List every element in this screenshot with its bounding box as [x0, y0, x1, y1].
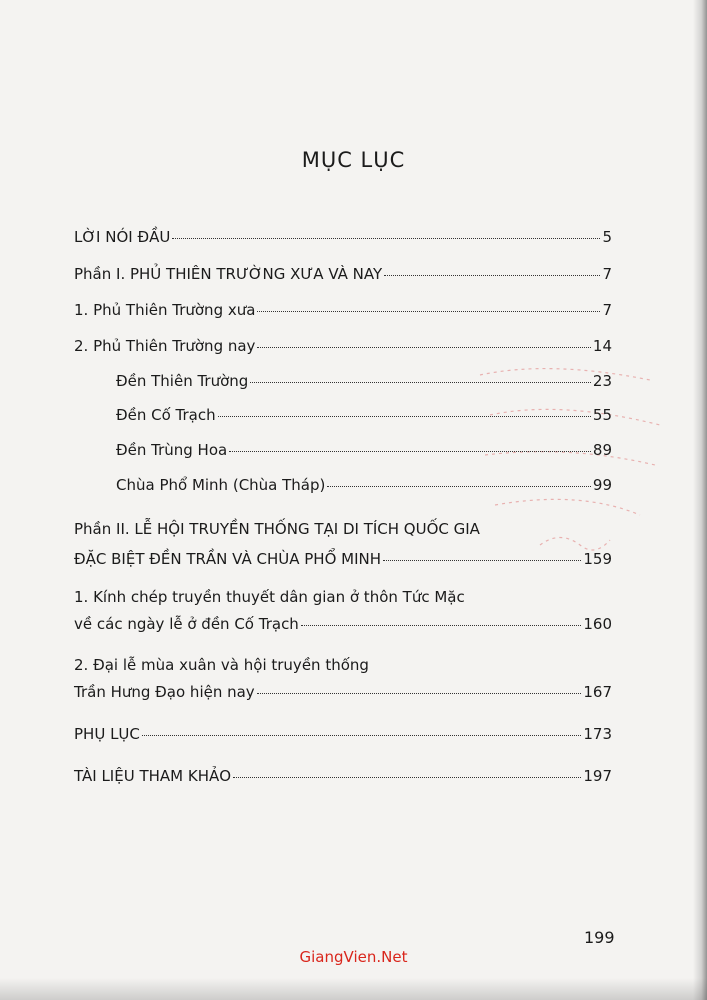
leader-dots	[257, 693, 582, 694]
toc-entry-phan-2-line-1: Phần II. LỄ HỘI TRUYỀN THỐNG TẠI DI TÍCH QUỐC GIA	[74, 520, 480, 538]
toc-page-number: 99	[592, 476, 612, 494]
toc-label: 2. Phủ Thiên Trường nay	[74, 337, 256, 355]
leader-dots	[257, 347, 590, 348]
toc-page-number: 14	[592, 337, 612, 355]
toc-label: Phần I. PHỦ THIÊN TRƯỜNG XƯA VÀ NAY	[74, 265, 383, 283]
toc-entry-phan-1-muc-1	[74, 300, 612, 320]
toc-entry-phan-1	[74, 264, 612, 284]
page-number: 199	[584, 928, 615, 947]
toc-label: Đền Cố Trạch	[116, 406, 216, 424]
toc-entry-phan-2-muc-2-line-1: 2. Đại lễ mùa xuân và hội truyền thống	[74, 656, 369, 674]
toc-label: Đền Thiên Trường	[116, 372, 249, 390]
toc-entry-den-co-trach	[116, 405, 612, 425]
leader-dots	[301, 625, 582, 626]
leader-dots	[142, 735, 581, 736]
toc-page-number: 5	[602, 228, 612, 246]
leader-dots	[257, 311, 600, 312]
toc-entry-phu-luc	[74, 724, 612, 744]
toc-label: về các ngày lễ ở đền Cố Trạch	[74, 615, 299, 633]
toc-entry-phan-2	[74, 549, 612, 569]
toc-page-number: 173	[583, 725, 612, 743]
watermark: GiangVien.Net	[299, 948, 408, 966]
toc-entry-chua-pho-minh	[116, 475, 612, 495]
toc-entry-phan-2-muc-2	[74, 682, 612, 702]
toc-label: TÀI LIỆU THAM KHẢO	[74, 767, 232, 785]
leader-dots	[250, 382, 591, 383]
toc-entry-den-thien-truong	[116, 371, 612, 391]
toc-page-number: 160	[583, 615, 612, 633]
toc-label: ĐẶC BIỆT ĐỀN TRẦN VÀ CHÙA PHỔ MINH	[74, 550, 382, 568]
leader-dots	[327, 486, 591, 487]
toc-page-number: 159	[583, 550, 612, 568]
toc-label: LỜI NÓI ĐẦU	[74, 228, 171, 246]
leader-dots	[383, 560, 581, 561]
page-bottom-shadow	[0, 978, 707, 1000]
toc-page-number: 7	[602, 265, 612, 283]
toc-entry-den-trung-hoa	[116, 440, 612, 460]
leader-dots	[172, 238, 600, 239]
page-title: MỤC LỤC	[301, 148, 406, 172]
toc-label: 1. Phủ Thiên Trường xưa	[74, 301, 256, 319]
toc-label: Trần Hưng Đạo hiện nay	[74, 683, 255, 701]
toc-page-number: 197	[583, 767, 612, 785]
leader-dots	[229, 451, 591, 452]
toc-label: Chùa Phổ Minh (Chùa Tháp)	[116, 476, 326, 494]
toc-entry-loi-noi-dau	[74, 227, 612, 247]
toc-page-number: 23	[592, 372, 612, 390]
toc-page-number: 7	[602, 301, 612, 319]
toc-entry-tai-lieu-tham-khao	[74, 766, 612, 786]
toc-label: Đền Trùng Hoa	[116, 441, 228, 459]
toc-page-number: 55	[592, 406, 612, 424]
toc-page-number: 89	[592, 441, 612, 459]
toc-entry-phan-1-muc-2	[74, 336, 612, 356]
toc-entry-phan-2-muc-1	[74, 614, 612, 634]
leader-dots	[233, 777, 581, 778]
page-edge-shadow	[693, 0, 707, 1000]
leader-dots	[218, 416, 591, 417]
toc-label: PHỤ LỤC	[74, 725, 140, 743]
toc-entry-phan-2-muc-1-line-1: 1. Kính chép truyền thuyết dân gian ở thôn Tức Mặc	[74, 588, 465, 606]
toc-page-number: 167	[583, 683, 612, 701]
leader-dots	[384, 275, 600, 276]
